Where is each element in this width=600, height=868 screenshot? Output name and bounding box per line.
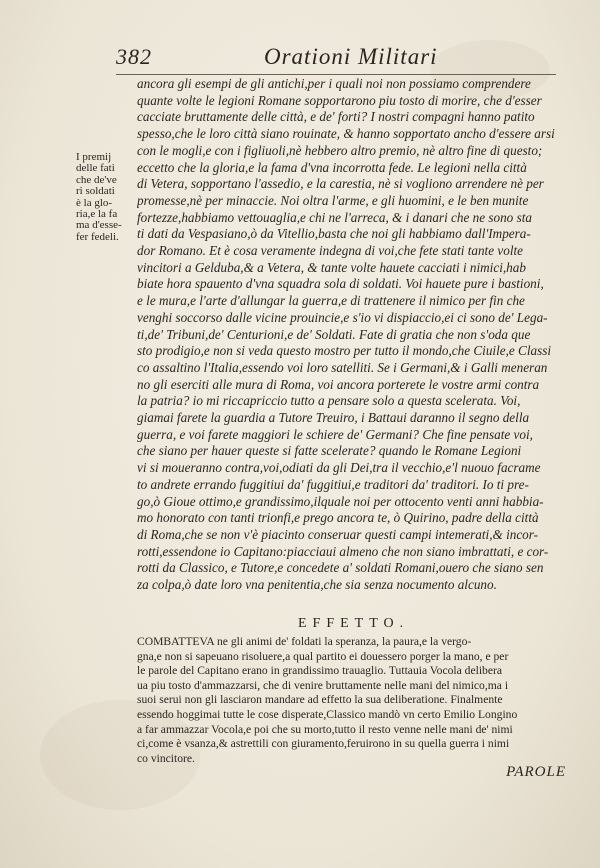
effect-text [137, 635, 573, 766]
text-line: mo honorato con tanti trionfi,e prego ancora te, ò Quirino, padre della città [137, 510, 539, 526]
text-line: venghi soccorso dalle vicine prouincie,e s'io vi dispiaccio,ei ci sono de' Lega- [137, 309, 548, 325]
text-line: vincitori a Gelduba,& a Vetera, & tante volte hauete cacciati i nimici,hab [137, 259, 526, 275]
text-line: ti,de' Tribuni,de' Centurioni,e de' Soldati. Fate di gratia che non s'oda que [137, 326, 531, 342]
text-line: essendo hoggimai tutte le cose disperate,Classico mandò vn certo Emilio Longino [137, 707, 518, 721]
text-line: sto prodigio,e non si veda questo mostro per tutto il mondo,che Ciuile,e Classi [137, 343, 552, 359]
text-line: rotti,essendone io Capitano:piacciaui almeno che non siano imbrattati, e cor- [137, 543, 549, 559]
text-line: eccetto che la gloria,e la fama d'vna incorrotta fede. Le legioni nella città [137, 159, 527, 175]
text-line: giamai farete la guardia a Tutore Treuiro, i Battaui daranno il segno della [137, 410, 530, 426]
text-line: dor Romano. Et è cosa veramente indegna di voi,che fete stati tante volte [137, 243, 523, 259]
text-line: le parole del Capitano erano in grandissimo trauaglio. Tuttauia Vocola delibera [137, 664, 503, 678]
oration-text [137, 76, 573, 594]
text-line: e le mura,e l'arte d'allungar la guerra,e di trattenere il nimico per fin che [137, 293, 525, 309]
text-line: guerra, e voi farete maggiori le schiere de' Germani? Che fine pensate voi, [137, 426, 533, 442]
text-line: co assaltino l'Italia,essendo voi loro satelliti. Se i Germani,& i Galli meneran [137, 359, 548, 375]
text-line: biate hora spauento d'vna squadra sola di soldati. Voi hauete pure i bastioni, [137, 276, 544, 292]
text-line: suoi serui non gli lasciaron mandare ad effetto la sua deliberatione. Finalmente [137, 693, 503, 707]
marginal-note-line: I premij [76, 151, 112, 163]
marginal-note [76, 152, 138, 243]
marginal-note-line: che de've [76, 173, 117, 186]
marginal-note-line: ma d'esse- [76, 219, 122, 232]
marginal-note-line: ri soldati [76, 185, 115, 198]
text-line: con le mogli,e con i figliuoli,nè hebbero altro premio, nè altro fine di questo; [137, 142, 543, 158]
page-header [116, 44, 556, 74]
text-line: spesso,che le loro città siano rouinate, & hanno sopportato ancho d'essere arsi [137, 126, 555, 142]
text-line: ti dati da Vespasiano,ò da Vitellio,basta che noi gli habbiamo dall'Impera- [137, 226, 531, 242]
section-heading: EFFETTO. [298, 616, 410, 631]
text-line: za colpa,ò date loro vna penitentia,che sia senza nocumento alcuno. [137, 577, 497, 593]
marginal-note-line: delle fati [76, 162, 115, 175]
text-line: promesse,nè per minaccie. Noi oltra l'arme, e gli huomini, e le ben munite [137, 192, 529, 208]
marginal-note-line: ria,e la fa [76, 208, 118, 221]
text-line: co vincitore. [137, 751, 195, 765]
text-line: rotti da Classico, e Tutore,e concedete a' soldati Romani,ouero che siano sen [137, 560, 544, 576]
text-line: cacciate bruttamente delle città, e de' forti? I nostri compagni hanno patito [137, 109, 535, 125]
text-line: a far ammazzar Vocola,e poi che su morto,tutto il resto venne nelle mani de' nimi [137, 722, 513, 736]
text-line: ancora gli esempi de gli antichi,per i quali noi non possiamo comprendere [137, 76, 531, 91]
text-line: di Roma,che se non v'è piacinto conseruar questi campi intemerati,& incor- [137, 526, 539, 542]
marginal-note-line: è la glo- [76, 196, 113, 209]
catchword: PAROLE [506, 764, 566, 780]
text-line: no gli eserciti alle mura di Roma, voi ancora porterete le vostre armi contra [137, 376, 540, 392]
text-line: COMBATTEVA ne gli animi de' foldati la speranza, la paura,e la vergo- [137, 635, 472, 648]
text-line: ua piu tosto d'ammazzarsi, che di venire bruttamente nelle mani del nimico,ma i [137, 678, 509, 692]
text-line: vi si moueranno contra,voi,odiati da gli Dei,tra il vecchio,e'l nuouo facrame [137, 460, 541, 476]
text-line: ci,come è vsanza,& astrettili con giuramento,feruirono in su quella guerra i nimi [137, 737, 510, 751]
text-line: di Vetera, sopportano l'assedio, e la carestia, nè si vogliono arrendere nè per [137, 176, 544, 192]
text-line: go,ò Gioue ottimo,e grandissimo,ilquale noi per ottocento venti anni habbia- [137, 493, 544, 509]
text-line: fortezze,habbiamo vettouaglia,e chi ne l'arreca, & i danari che ne sono sta [137, 209, 532, 225]
text-line: che siano per hauer queste si fatte scelerate? quando le Romane Legioni [137, 443, 522, 459]
running-title: Orationi Militari [264, 44, 438, 69]
text-line: la patria? io mi riccapriccio tutto a pensare solo a questa scelerata. Voi, [137, 393, 521, 409]
page-number: 382 [116, 44, 152, 69]
header-rule [116, 74, 556, 75]
text-line: to andrete errando fuggitiui da' fuggitiui,e traditori da' traditori. Io ti pre- [137, 476, 529, 492]
text-line: gna,e non si sapeuano risoluere,a qual partito ei douessero porger la mano, e per [137, 649, 509, 663]
marginal-note-line: fer fedeli. [76, 230, 119, 243]
text-line: quante volte le legioni Romane sopportarono piu tosto di morire, che d'esser [137, 92, 542, 108]
